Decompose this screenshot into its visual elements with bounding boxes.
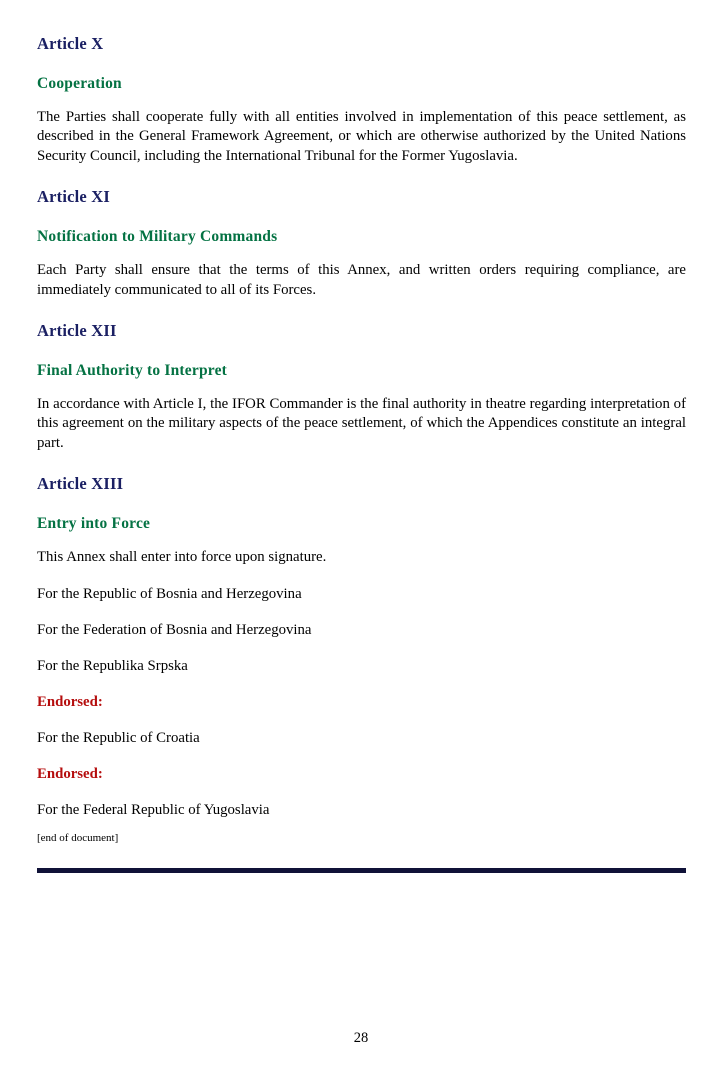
article-xi-body: Each Party shall ensure that the terms of this Annex, and written orders requiring compliance, are immediately communicated to all of its Forces. — [37, 262, 686, 298]
bottom-divider-rule — [37, 868, 686, 873]
article-xiii-heading: Article XIII — [37, 474, 124, 493]
article-xiii-body: This Annex shall enter into force upon signature. — [37, 549, 327, 565]
signatory-line-yugoslavia: For the Federal Republic of Yugoslavia — [37, 802, 270, 819]
end-of-document-note: [end of document] — [37, 832, 119, 845]
article-xii-body: In accordance with Article I, the IFOR Commander is the final authority in theatre regarding interpretation of this agreement on the military aspects of the peace settlement, of which the Appendices constitute an integral part. — [37, 395, 686, 451]
article-xi-heading: Article XI — [37, 187, 111, 207]
article-xii-heading: Article XII — [37, 320, 117, 340]
endorsed-label-2: Endorsed: — [37, 766, 103, 783]
signatory-line-federation: For the Federation of Bosnia and Herzegovina — [37, 622, 312, 639]
article-x-heading: Article X — [37, 34, 104, 53]
article-x-body: The Parties shall cooperate fully with all entities involved in implementation of this peace settlement, as described in the General Framework Agreement, or which are otherwise authorized by the United Nations Security Council, including the International Tribunal for the Former Yugoslavia. — [37, 109, 686, 164]
article-xi-subheading: Notification to Military Commands — [37, 228, 278, 246]
article-xiii-subheading: Entry into Force — [37, 515, 151, 532]
article-xii-subheading: Final Authority to Interpret — [37, 361, 228, 379]
article-x-subheading: Cooperation — [37, 75, 122, 92]
signatory-line-croatia: For the Republic of Croatia — [37, 730, 200, 747]
signatory-line-bosnia-herzegovina: For the Republic of Bosnia and Herzegovina — [37, 586, 302, 603]
signatory-line-republika-srpska: For the Republika Srpska — [37, 658, 188, 675]
page-number: 28 — [353, 1030, 369, 1046]
endorsed-label-1: Endorsed: — [37, 694, 103, 711]
